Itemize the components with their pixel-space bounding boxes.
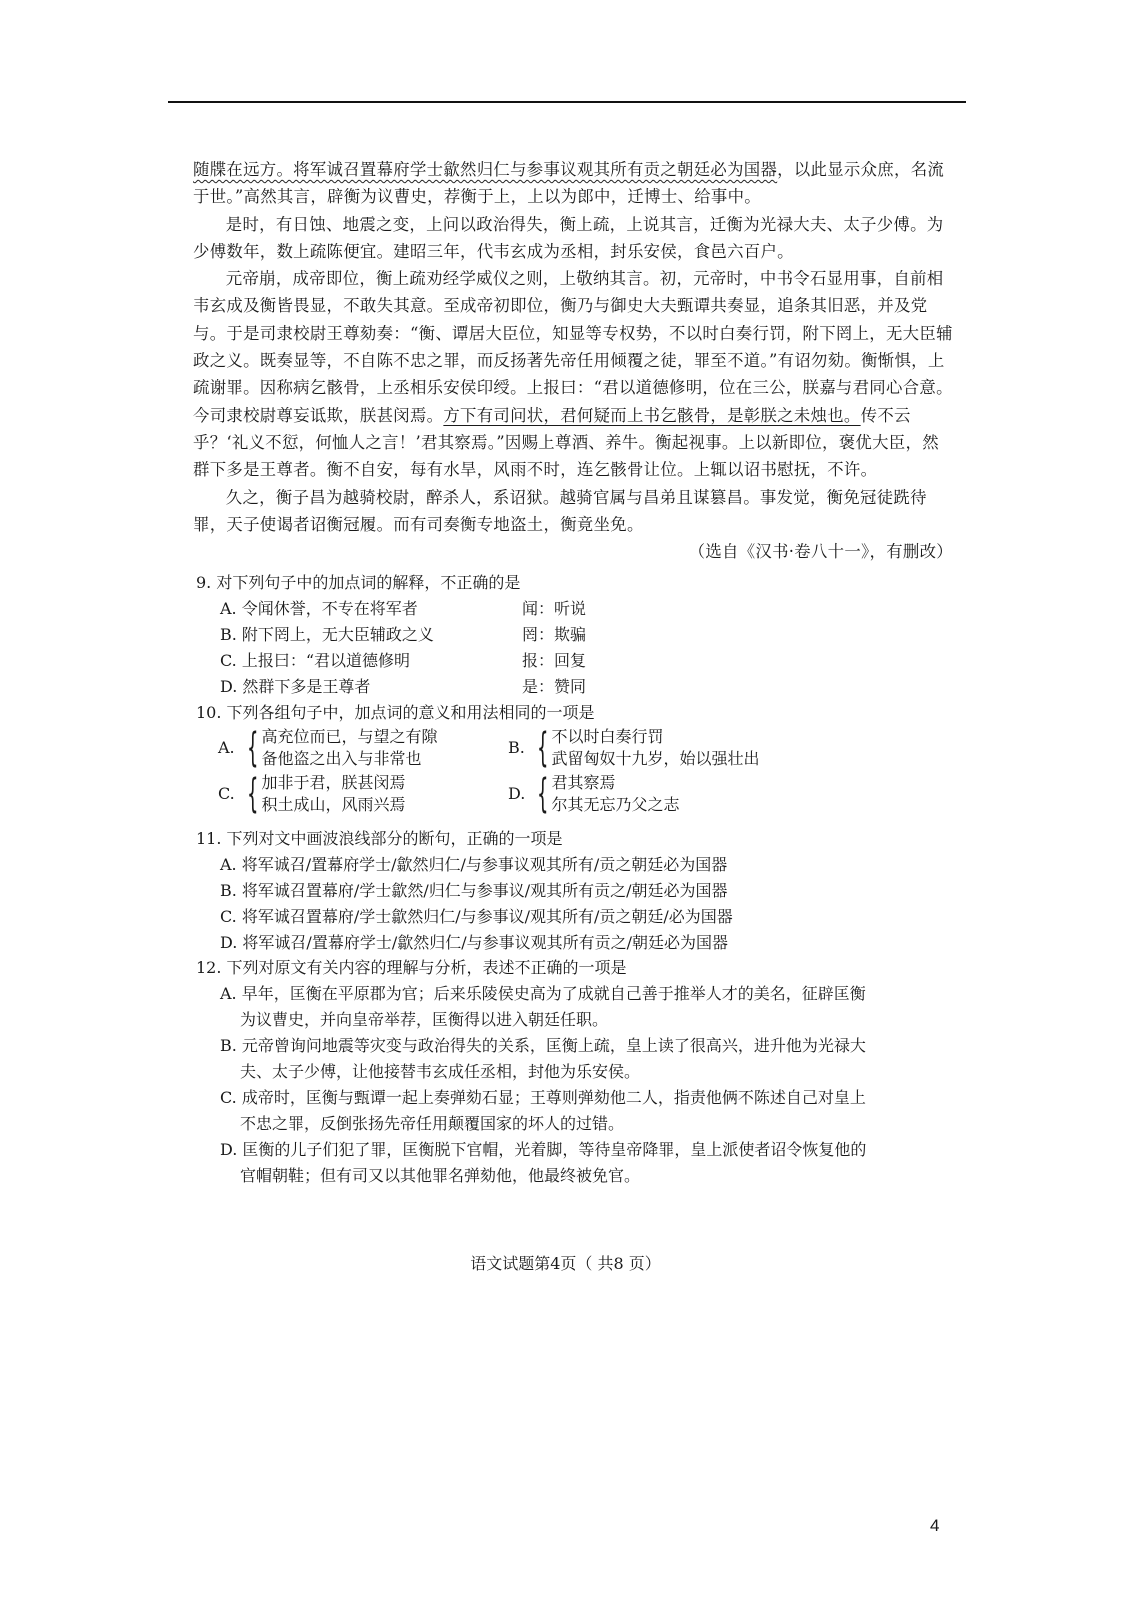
question-10 <box>196 700 956 818</box>
option-letter: D. <box>508 784 526 803</box>
option-pair <box>508 772 798 816</box>
option-gloss: 报：回复 <box>522 651 587 670</box>
passage-source: （选自《汉书·卷八十一》，有删改） <box>688 542 953 562</box>
option-gloss: 罔：欺骗 <box>522 625 587 644</box>
option-text: D. 匡衡的儿子们犯了罪，匡衡脱下官帽，光着脚，等待皇帝降罪，皇上派使者诏令恢复他的 <box>220 1140 867 1159</box>
brace-icon: { <box>246 725 259 771</box>
option-text: B. 元帝曾询问地震等灾变与政治得失的关系，匡衡上疏，皇上读了很高兴，进升他为光禄大 <box>220 1036 866 1055</box>
header-rule <box>168 101 966 103</box>
option-text: A. 早年，匡衡在平原郡为官；后来乐陵侯史高为了成就自己善于推举人才的美名，征辟匡衡 <box>220 984 866 1003</box>
page-number: 4 <box>930 1516 940 1535</box>
option-text: A. 将军诚召/置幕府学士/歙然归仁/与参事议观其所有/贡之朝廷必为国器 <box>220 855 728 874</box>
option-row <box>220 596 956 622</box>
question-11 <box>196 826 956 956</box>
question-stem: 11. 下列对文中画波浪线部分的断句，正确的一项是 <box>196 829 563 848</box>
question-12 <box>196 955 956 1189</box>
option-text-continued: 为议曹史，并向皇帝举荐，匡衡得以进入朝廷任职。 <box>240 1010 609 1029</box>
passage-paragraph-1: 随牒在远方。将军诚召置幕府学士歙然归仁与参事议观其所有贡之朝廷必为国器，以此显示众庶，名流于世。”高然其言，辟衡为议曹史，荐衡于上，上以为郎中，迁博士、给事中。 <box>193 160 945 207</box>
option-pair-row <box>218 726 956 770</box>
option-lines: 君其察焉 尔其无忘乃父之志 <box>551 773 680 814</box>
option-text: B. 将军诚召置幕府/学士歙然/归仁与参事议/观其所有贡之/朝廷必为国器 <box>220 881 728 900</box>
passage-paragraph-4: 久之，衡子昌为越骑校尉，醉杀人，系诏狱。越骑官属与昌弟且谋篡昌。事发觉，衡免冠徒跣待罪，天子使谒者诏衡冠履。而有司奏衡专地盗土，衡竟坐免。 <box>193 487 927 534</box>
option-letter: A. <box>218 738 235 757</box>
brace-icon: { <box>246 771 259 817</box>
question-stem: 10. 下列各组句子中，加点词的意义和用法相同的一项是 <box>196 703 595 722</box>
option-row <box>220 648 956 674</box>
option-lines: 高充位而已，与望之有隙 备他盗之出入与非常也 <box>261 727 438 768</box>
page-footer: 语文试题第4页（ 共8 页） <box>470 1254 661 1273</box>
brace-icon: { <box>536 725 549 771</box>
option-pair-row <box>218 772 956 816</box>
passage <box>193 156 953 565</box>
option-lines: 加非于君，朕甚闵焉 积土成山，风雨兴焉 <box>261 773 406 814</box>
option-text: C. 将军诚召置幕府/学士歙然归仁/与参事议/观其所有/贡之朝廷/必为国器 <box>220 907 733 926</box>
passage-paragraph-2: 是时，有日蚀、地震之变，上问以政治得失，衡上疏，上说其言，迁衡为光禄大夫、太子少傅。为少傅数年，数上疏陈便宜。建昭三年，代韦玄成为丞相，封乐安侯，食邑六百户。 <box>193 214 944 261</box>
underlined-text: 方下有司问状，君何疑而上书乞骸骨，是彰朕之未烛也。 <box>443 405 861 425</box>
option-text: D. 然群下多是王尊者 <box>220 677 371 696</box>
option-pair <box>218 772 508 816</box>
option-text: B. 附下罔上，无大臣辅政之义 <box>220 625 434 644</box>
option-letter: B. <box>508 738 525 757</box>
option-text: C. 成帝时，匡衡与甄谭一起上奏弹劾石显；王尊则弹劾他二人，指责他俩不陈述自己对皇上 <box>220 1088 866 1107</box>
option-letter: C. <box>218 784 235 803</box>
option-text-continued: 夫、太子少傅，让他接替韦玄成任丞相，封他为乐安侯。 <box>240 1062 641 1081</box>
option-text: D. 将军诚召/置幕府学士/歙然归仁/与参事议观其所有贡之/朝廷必为国器 <box>220 933 728 952</box>
question-stem: 12. 下列对原文有关内容的理解与分析，表述不正确的一项是 <box>196 958 627 977</box>
option-text: A. 令闻休誉，不专在将军者 <box>220 599 418 618</box>
question-stem: 9. 对下列句子中的加点词的解释，不正确的是 <box>196 573 521 592</box>
passage-paragraph-3: 元帝崩，成帝即位，衡上疏劝经学威仪之则，上敬纳其言。初，元帝时，中书令石显用事，自前相韦玄成及衡皆畏显，不敢失其意。至成帝初即位，衡乃与御史大夫甄谭共奏显，追条其旧恶，并及党与。于是司隶校尉王尊劾奏：“衡、谭居大臣位，知显等专权势，不以时白奏行罚，附下罔上，无大臣辅政之义。既奏显等，不自陈不忠之罪，而反扬著先帝任用倾覆之徒，罪至不道。”有诏勿劾。衡惭惧，上疏谢罪。因称病乞骸骨，上丞相乐安侯印绶。上报曰：“君以道德修明，位在三公，朕嘉与君同心合意。今司隶校尉尊妄诋欺，朕甚闵焉。方下有司问状，君何疑而上书乞骸骨，是彰朕之未烛也。传不云乎？‘礼义不愆，何恤人之言！’君其察焉。”因赐上尊酒、养牛。衡起视事。上以新即位，褒优大臣，然群下多是王尊者。衡不自安，每有水旱，风雨不时，连乞骸骨让位。上辄以诏书慰抚，不许。 <box>193 269 953 480</box>
option-gloss: 是：赞同 <box>522 677 587 696</box>
option-row <box>220 622 956 648</box>
option-text-continued: 官帽朝鞋；但有司又以其他罪名弹劾他，他最终被免官。 <box>240 1166 641 1185</box>
option-row <box>220 674 956 700</box>
option-lines: 不以时白奏行罚 武留匈奴十九岁，始以强壮出 <box>551 727 760 768</box>
option-pair <box>508 726 798 770</box>
option-gloss: 闻：听说 <box>522 599 587 618</box>
option-pair <box>218 726 508 770</box>
brace-icon: { <box>536 771 549 817</box>
option-text-continued: 不忠之罪，反倒张扬先帝任用颠覆国家的坏人的过错。 <box>240 1114 625 1133</box>
question-9 <box>196 570 956 700</box>
wavy-underlined-text: 随牒在远方。将军诚召置幕府学士歙然归仁与参事议观其所有贡之朝廷必为国器 <box>193 160 778 179</box>
option-text: C. 上报曰：“君以道德修明 <box>220 651 411 670</box>
